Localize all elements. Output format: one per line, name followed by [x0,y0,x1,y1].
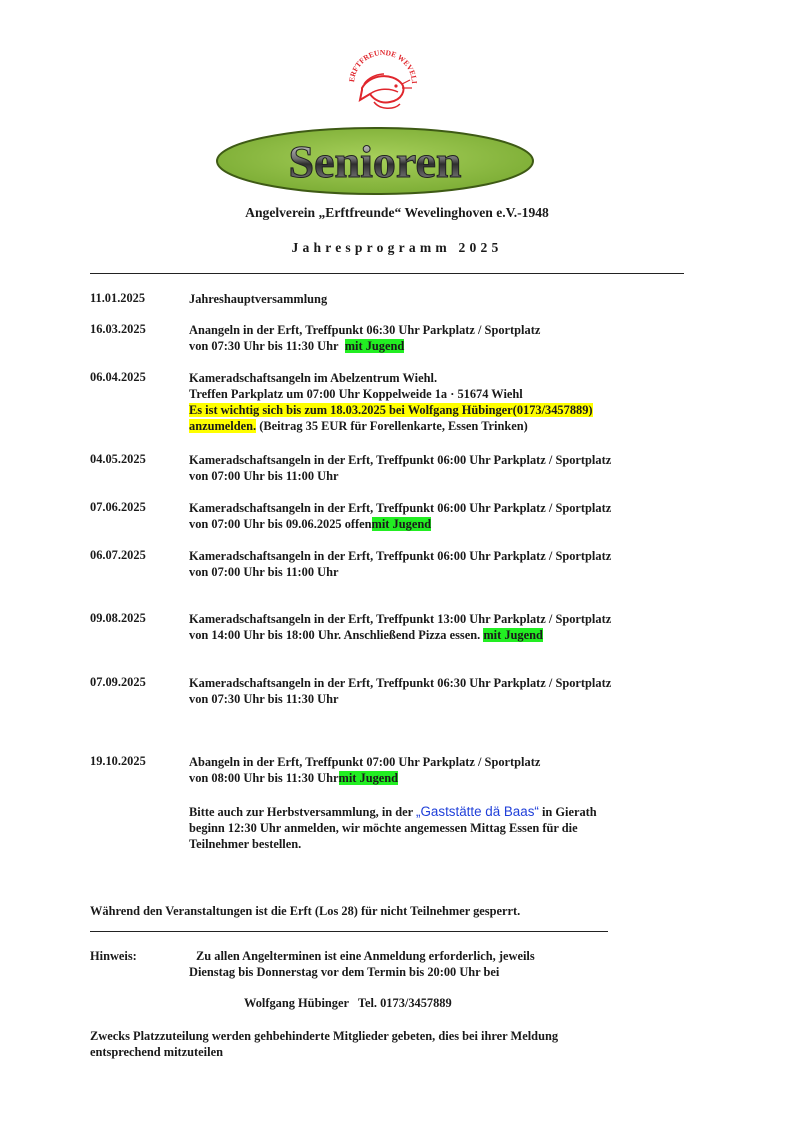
club-logo [340,44,426,116]
divider [90,273,684,274]
event-details [189,675,611,707]
programme-title: Jahresprogramm 2025 [291,240,503,255]
event-details [189,611,611,643]
event-details [189,370,593,434]
event-date: 06.07.2025 [90,548,146,562]
event-line: von 07:00 Uhr bis 09.06.2025 offen [189,517,372,531]
event-details [189,548,611,580]
venue-name: „Gaststätte dä Baas“ [416,804,539,819]
registration-highlight: Es ist wichtig sich bis zum 18.03.2025 bei Wolfgang Hübinger(0173/3457889) [189,403,593,417]
autumn-text: beginn 12:30 Uhr anmelden, wir möchte angemessen Mittag Essen für die [189,821,578,835]
autumn-text: Teilnehmer bestellen. [189,837,302,851]
event-line: Kameradschaftsangeln in der Erft, Treffpunkt 06:00 Uhr Parkplatz / Sportplatz [189,501,612,515]
event-details [189,500,611,532]
divider [90,931,608,932]
event-line: Treffen Parkplatz um 07:00 Uhr Koppelweide 1a · 51674 Wiehl [189,387,523,401]
event-line: Kameradschaftsangeln im Abelzentrum Wiehl. [189,371,438,385]
youth-badge: mit Jugend [344,339,405,353]
event-line: Kameradschaftsangeln in der Erft, Treffpunkt 06:00 Uhr Parkplatz / Sportplatz [189,549,612,563]
youth-badge: mit Jugend [371,517,432,531]
youth-badge: mit Jugend [483,628,543,642]
event-date: 11.01.2025 [90,291,146,305]
event-line: von 07:00 Uhr bis 11:00 Uhr [189,565,339,579]
event-line: von 07:00 Uhr bis 11:00 Uhr [189,469,339,483]
event-details [189,754,540,786]
contact-line: Wolfgang Hübinger Tel. 0173/3457889 [244,996,452,1010]
event-details [189,322,540,354]
event-line: von 14:00 Uhr bis 18:00 Uhr. Anschließend Pizza essen. [189,628,481,642]
event-line: von 07:30 Uhr bis 11:30 Uhr [189,339,339,353]
event-line: Kameradschaftsangeln in der Erft, Treffpunkt 06:30 Uhr Parkplatz / Sportplatz [189,676,612,690]
event-line: von 07:30 Uhr bis 11:30 Uhr [189,692,339,706]
event-date: 09.08.2025 [90,611,146,625]
autumn-meeting-note [189,804,597,852]
event-date: 06.04.2025 [90,370,146,384]
notice-label: Hinweis: [90,949,137,963]
youth-badge: mit Jugend [338,771,399,785]
event-date: 07.09.2025 [90,675,146,689]
senioren-banner [214,123,536,197]
event-date: 04.05.2025 [90,452,146,466]
event-date: 16.03.2025 [90,322,146,336]
event-date: 07.06.2025 [90,500,146,514]
notice-line: Zu allen Angelterminen ist eine Anmeldung erforderlich, jeweils [196,949,535,963]
event-line: Kameradschaftsangeln in der Erft, Treffpunkt 06:00 Uhr Parkplatz / Sportplatz [189,453,612,467]
event-details [189,452,611,484]
event-line: Kameradschaftsangeln in der Erft, Treffpunkt 13:00 Uhr Parkplatz / Sportplatz [189,612,612,626]
autumn-text: Bitte auch zur Herbstversammlung, in der [189,805,417,819]
event-line: Anangeln in der Erft, Treffpunkt 06:30 Uhr Parkplatz / Sportplatz [189,323,541,337]
club-name: Angelverein „Erftfreunde“ Wevelinghoven e.V.-1948 [245,205,549,220]
event-details [189,291,327,307]
autumn-text: in Gierath [538,805,597,819]
svg-text:ERFTFREUNDE WEVELINGHOVEN [340,44,419,84]
footer-note: entsprechend mitzuteilen [90,1045,223,1059]
banner-title: Senioren [288,136,462,187]
event-line: von 08:00 Uhr bis 11:30 Uhr [189,771,339,785]
registration-highlight: anzumelden. [189,419,257,433]
event-line: Abangeln in der Erft, Treffpunkt 07:00 Uhr Parkplatz / Sportplatz [189,755,541,769]
notice-line: Dienstag bis Donnerstag vor dem Termin bis 20:00 Uhr bei [189,965,500,979]
closure-notice: Während den Veranstaltungen ist die Erft (Los 28) für nicht Teilnehmer gesperrt. [90,904,521,918]
footer-note: Zwecks Platzzuteilung werden gehbehinderte Mitglieder gebeten, dies bei ihrer Meldung [90,1029,559,1043]
logo-ring-text: ERFTFREUNDE WEVELI [347,47,420,84]
event-line: Jahreshauptversammlung [189,292,328,306]
event-date: 19.10.2025 [90,754,146,768]
fee-note: (Beitrag 35 EUR für Forellenkarte, Essen Trinken) [256,419,528,433]
